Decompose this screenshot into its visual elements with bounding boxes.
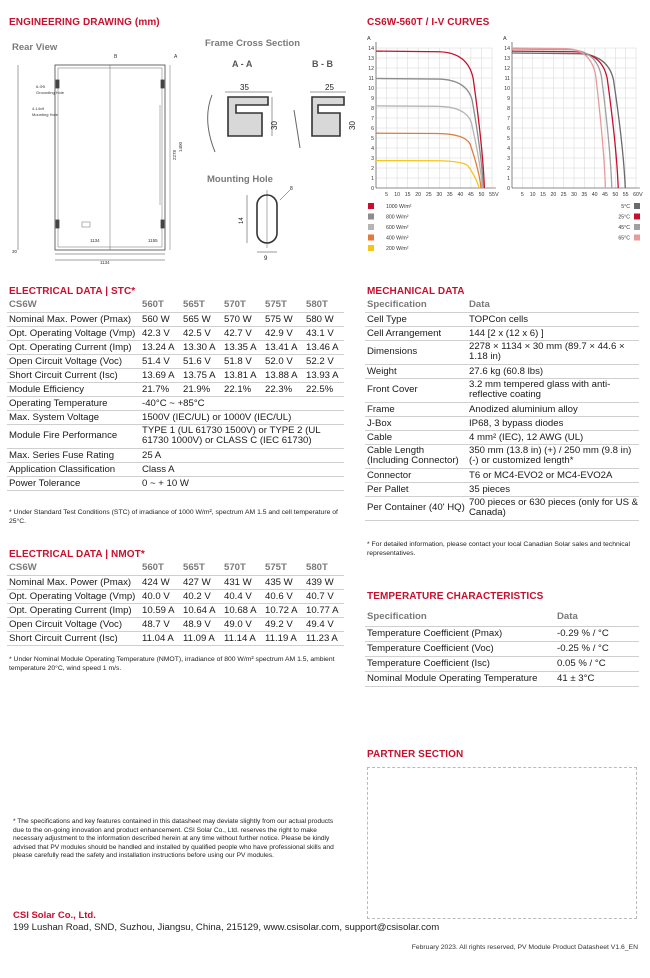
table-cell: 42.3 V bbox=[142, 327, 170, 339]
partner-box bbox=[367, 767, 637, 919]
legend-label: 65°C bbox=[618, 235, 630, 242]
table-header-row bbox=[365, 298, 639, 312]
y-tick-label: 7 bbox=[507, 116, 510, 122]
table-row bbox=[7, 382, 344, 396]
legend-label: 1000 W/m² bbox=[386, 204, 412, 210]
table-row bbox=[365, 364, 639, 378]
table-row bbox=[365, 671, 639, 686]
table-row bbox=[365, 444, 639, 468]
table-row bbox=[365, 482, 639, 496]
table-cell: 42.5 V bbox=[183, 327, 211, 339]
x-tick-label: 60 bbox=[633, 192, 639, 198]
svg-text:35: 35 bbox=[240, 83, 249, 92]
table-cell: TYPE 1 (UL 61730 1500V) or TYPE 2 (UL 61730 1000V) or CLASS C (IEC 61730) bbox=[142, 424, 321, 446]
table-row bbox=[365, 626, 639, 641]
table-row bbox=[365, 378, 639, 402]
table-cell: 10.64 A bbox=[183, 604, 216, 616]
y-tick-label: 10 bbox=[368, 86, 374, 92]
table-cell: Temperature Coefficient (Pmax) bbox=[367, 628, 503, 639]
table-header-cell: Data bbox=[469, 299, 490, 311]
table-cell: 13.81 A bbox=[224, 369, 257, 381]
cross-section-aa bbox=[208, 92, 272, 152]
svg-text:30: 30 bbox=[12, 249, 18, 254]
y-tick-label: 4 bbox=[507, 146, 510, 152]
table-cell: 580 W bbox=[306, 313, 334, 325]
iv-curve-series bbox=[376, 51, 484, 188]
table-header-cell: 580T bbox=[306, 562, 328, 574]
section-aa-label: A - A bbox=[232, 59, 253, 69]
table-cell: 13.88 A bbox=[265, 369, 298, 381]
legend-label: 45°C bbox=[618, 225, 630, 231]
table-cell: 13.93 A bbox=[306, 369, 339, 381]
table-cell: 0 ~ + 10 W bbox=[142, 477, 189, 489]
mounting-hole-label: Mounting Hole bbox=[207, 174, 273, 185]
svg-text:1134: 1134 bbox=[100, 260, 110, 265]
mechanical-table bbox=[365, 298, 639, 521]
table-cell: Frame bbox=[367, 403, 395, 415]
stc-table bbox=[7, 298, 344, 491]
table-row bbox=[365, 340, 639, 364]
y-tick-label: 1 bbox=[371, 176, 374, 182]
table-cell: 49.4 V bbox=[306, 618, 334, 630]
stc-title: ELECTRICAL DATA | STC* bbox=[9, 286, 136, 297]
table-cell: 11.04 A bbox=[142, 632, 174, 644]
table-cell: 13.46 A bbox=[306, 341, 339, 353]
table-row bbox=[365, 430, 639, 444]
x-tick-label: 45 bbox=[468, 192, 474, 198]
table-cell: J-Box bbox=[367, 417, 392, 429]
table-row bbox=[365, 496, 639, 520]
table-cell: 48.9 V bbox=[183, 618, 211, 630]
table-cell: 22.1% bbox=[224, 383, 252, 395]
x-tick-label: 35 bbox=[446, 192, 453, 198]
svg-text:2278: 2278 bbox=[172, 149, 177, 160]
iv-curve-series bbox=[512, 49, 612, 188]
table-cell: Cell Arrangement bbox=[367, 327, 442, 339]
x-tick-label: 25 bbox=[560, 192, 567, 198]
svg-text:8: 8 bbox=[290, 186, 293, 192]
table-header-cell: 575T bbox=[265, 299, 287, 311]
x-tick-label: 50 bbox=[612, 192, 619, 198]
x-tick-label: 25 bbox=[425, 192, 432, 198]
table-cell: 49.0 V bbox=[224, 618, 252, 630]
x-tick-label: 50 bbox=[478, 192, 485, 198]
table-cell: Open Circuit Voltage (Voc) bbox=[9, 618, 123, 630]
disclaimer-text: * The specifications and key features contained in this datasheet may deviate slightly from our actual products due to the on-going innovation and product enhancement. CSI Solar Co., Ltd. reserves the right to make necessary adjustment to the information described herein at any time without further notice. Please be kindly advised that PV modules should be handled and installed by qualified people who have professional skills and please carefully read the safety and installation instructions before using our PV modules. bbox=[13, 818, 334, 860]
x-tick-label: 55 bbox=[622, 192, 629, 198]
table-cell: Connector bbox=[367, 469, 412, 481]
table-cell: Module Fire Performance bbox=[9, 429, 118, 441]
table-header-row bbox=[7, 298, 344, 312]
table-header-cell: Specification bbox=[367, 299, 427, 311]
table-cell: 52.2 V bbox=[306, 355, 334, 367]
table-header-cell: 580T bbox=[306, 299, 328, 311]
stc-footnote: * Under Standard Test Conditions (STC) of irradiance of 1000 W/m², spectrum AM 1.5 and cell temperature of 25°C. bbox=[9, 509, 338, 525]
table-cell: Cable bbox=[367, 431, 393, 443]
y-tick-label: 12 bbox=[504, 66, 510, 72]
table-cell: 13.30 A bbox=[183, 341, 216, 353]
table-cell: Weight bbox=[367, 365, 397, 377]
table-cell: 144 [2 x (12 x 6) ] bbox=[469, 327, 544, 339]
x-tick-label: 55 bbox=[489, 192, 495, 198]
cross-section-bb bbox=[294, 92, 346, 148]
table-cell: 1500V (IEC/UL) or 1000V (IEC/UL) bbox=[142, 411, 292, 423]
table-cell: 11.23 A bbox=[306, 632, 338, 644]
nmot-footnote: * Under Nominal Module Operating Temperature (NMOT), irradiance of 800 W/m² spectrum AM 1.5, ambient temperature 20°C, wind speed 1 m/s. bbox=[9, 656, 335, 672]
y-tick-label: 7 bbox=[371, 116, 374, 122]
table-cell: 3.2 mm tempered glass with anti-reflective coating bbox=[469, 378, 611, 400]
legend-swatch bbox=[368, 245, 374, 251]
legend-swatch bbox=[634, 235, 640, 241]
svg-text:14: 14 bbox=[239, 217, 245, 224]
table-cell: Anodized aluminium alloy bbox=[469, 403, 578, 415]
x-tick-label: 10 bbox=[529, 192, 536, 198]
y-tick-label: 2 bbox=[507, 166, 510, 172]
x-tick-label: 10 bbox=[394, 192, 400, 198]
svg-text:Grounding Hole: Grounding Hole bbox=[36, 90, 65, 95]
table-cell: Opt. Operating Voltage (Vmp) bbox=[9, 590, 136, 602]
table-cell: Module Efficiency bbox=[9, 383, 85, 395]
table-cell: Cable Length (Including Connector) bbox=[367, 444, 459, 466]
table-cell: 10.68 A bbox=[224, 604, 257, 616]
partner-title: PARTNER SECTION bbox=[367, 749, 464, 760]
iv-curve-series bbox=[376, 161, 479, 188]
y-tick-label: 11 bbox=[504, 76, 510, 82]
table-cell: Short Circuit Current (Isc) bbox=[9, 369, 118, 381]
table-row bbox=[7, 354, 344, 368]
grounding-hole-note: 6-Φ5 bbox=[36, 84, 45, 89]
y-tick-label: 14 bbox=[504, 46, 510, 52]
svg-text:30: 30 bbox=[348, 121, 357, 130]
table-cell: 427 W bbox=[183, 576, 211, 588]
iv-temperature-panel bbox=[503, 36, 643, 198]
x-tick-label: 20 bbox=[550, 192, 557, 198]
legend-label: 5°C bbox=[621, 204, 630, 210]
table-row bbox=[7, 617, 344, 631]
x-tick-label: 35 bbox=[581, 192, 588, 198]
table-cell: 40.6 V bbox=[265, 590, 293, 602]
table-cell: Dimensions bbox=[367, 345, 418, 357]
y-tick-label: 13 bbox=[368, 56, 374, 62]
table-cell: 13.41 A bbox=[265, 341, 298, 353]
y-tick-label: 3 bbox=[371, 156, 374, 162]
table-cell: Max. Series Fuse Rating bbox=[9, 449, 115, 461]
table-cell: -0.29 % / °C bbox=[557, 628, 609, 639]
table-cell: 11.09 A bbox=[183, 632, 215, 644]
table-cell: Short Circuit Current (Isc) bbox=[9, 632, 118, 644]
table-cell: 13.75 A bbox=[183, 369, 216, 381]
table-cell: Nominal Module Operating Temperature bbox=[367, 673, 538, 684]
table-row bbox=[7, 396, 344, 410]
table-cell: 700 pieces or 630 pieces (only for US & Canada) bbox=[469, 496, 639, 518]
y-tick-label: 5 bbox=[371, 136, 374, 142]
table-cell: 435 W bbox=[265, 576, 293, 588]
table-cell: Operating Temperature bbox=[9, 397, 108, 409]
svg-text:30: 30 bbox=[270, 121, 279, 130]
table-cell: 22.3% bbox=[265, 383, 293, 395]
table-row bbox=[365, 326, 639, 340]
table-row bbox=[365, 641, 639, 656]
table-row bbox=[7, 462, 344, 476]
table-cell: Opt. Operating Voltage (Vmp) bbox=[9, 327, 136, 339]
table-cell: 40.0 V bbox=[142, 590, 170, 602]
table-cell: 42.7 V bbox=[224, 327, 252, 339]
table-cell: Nominal Max. Power (Pmax) bbox=[9, 576, 132, 588]
table-cell: 565 W bbox=[183, 313, 211, 325]
table-row bbox=[365, 656, 639, 671]
table-header-cell: 570T bbox=[224, 299, 246, 311]
table-cell: 40.7 V bbox=[306, 590, 334, 602]
table-cell: -40°C ~ +85°C bbox=[142, 397, 205, 409]
table-row bbox=[7, 476, 344, 490]
table-row bbox=[365, 402, 639, 416]
table-cell: 439 W bbox=[306, 576, 334, 588]
table-header-cell: 575T bbox=[265, 562, 287, 574]
y-axis-unit: A bbox=[503, 36, 507, 42]
table-cell: 560 W bbox=[142, 313, 170, 325]
table-cell: 35 pieces bbox=[469, 483, 511, 495]
table-header-cell: Specification bbox=[367, 611, 427, 623]
table-cell: 40.4 V bbox=[224, 590, 252, 602]
table-row bbox=[7, 631, 344, 645]
table-cell: 42.9 V bbox=[265, 327, 293, 339]
table-cell: Per Container (40' HQ) bbox=[367, 501, 465, 513]
y-tick-label: 8 bbox=[371, 106, 374, 112]
table-row bbox=[7, 589, 344, 603]
table-cell: Temperature Coefficient (Isc) bbox=[367, 658, 490, 669]
table-cell: 10.59 A bbox=[142, 604, 175, 616]
x-tick-label: 5 bbox=[520, 192, 524, 198]
table-row bbox=[7, 575, 344, 589]
table-cell: Per Pallet bbox=[367, 483, 409, 495]
table-cell: 13.69 A bbox=[142, 369, 175, 381]
footer-address: 199 Lushan Road, SND, Suzhou, Jiangsu, China, 215129, www.csisolar.com, support@csisolar.com bbox=[13, 922, 440, 933]
table-cell: Max. System Voltage bbox=[9, 411, 100, 423]
table-header-cell: 565T bbox=[183, 562, 205, 574]
iv-curve-series bbox=[512, 51, 618, 188]
legend-label: 25°C bbox=[618, 214, 630, 221]
iv-irradiance-panel bbox=[367, 36, 499, 198]
table-cell: 41 ± 3°C bbox=[557, 673, 595, 684]
table-cell: 4 mm² (IEC), 12 AWG (UL) bbox=[469, 431, 584, 443]
legend-swatch bbox=[368, 235, 374, 241]
y-tick-label: 9 bbox=[371, 96, 374, 102]
table-cell: Power Tolerance bbox=[9, 477, 81, 489]
legend-label: 400 W/m² bbox=[386, 235, 409, 242]
table-row bbox=[7, 340, 344, 354]
table-row bbox=[7, 448, 344, 462]
table-cell: 11.19 A bbox=[265, 632, 297, 644]
table-cell: 48.7 V bbox=[142, 618, 170, 630]
table-header-cell: 560T bbox=[142, 299, 164, 311]
y-tick-label: 0 bbox=[507, 186, 510, 192]
table-cell: 2278 × 1134 × 30 mm (89.7 × 44.6 × 1.18 in) bbox=[469, 340, 625, 362]
y-tick-label: 0 bbox=[371, 186, 374, 192]
table-header-cell: 565T bbox=[183, 299, 205, 311]
temperature-table bbox=[365, 608, 639, 687]
table-cell: 43.1 V bbox=[306, 327, 334, 339]
svg-text:1155: 1155 bbox=[148, 238, 158, 243]
engineering-drawing bbox=[0, 40, 360, 265]
table-row bbox=[365, 468, 639, 482]
svg-text:9: 9 bbox=[264, 256, 268, 262]
x-tick-label: 15 bbox=[404, 192, 411, 198]
y-axis-unit: A bbox=[367, 36, 371, 42]
table-cell: Temperature Coefficient (Voc) bbox=[367, 643, 494, 654]
x-tick-label: 30 bbox=[436, 192, 443, 198]
legend-label: 200 W/m² bbox=[386, 246, 409, 252]
table-cell: Cell Type bbox=[367, 313, 407, 325]
table-cell: T6 or MC4-EVO2 or MC4-EVO2A bbox=[469, 469, 613, 481]
table-cell: 350 mm (13.8 in) (+) / 250 mm (9.8 in) (-) or customized length* bbox=[469, 444, 632, 466]
mounting-hole-drawing bbox=[247, 190, 290, 252]
table-cell: -0.25 % / °C bbox=[557, 643, 609, 654]
table-cell: Opt. Operating Current (Imp) bbox=[9, 341, 132, 353]
svg-text:1400: 1400 bbox=[178, 141, 183, 152]
y-tick-label: 9 bbox=[507, 96, 510, 102]
table-cell: Open Circuit Voltage (Voc) bbox=[9, 355, 123, 367]
table-cell: IP68, 3 bypass diodes bbox=[469, 417, 564, 429]
table-cell: 51.4 V bbox=[142, 355, 170, 367]
table-row bbox=[365, 312, 639, 326]
legend-swatch bbox=[368, 224, 374, 230]
table-row bbox=[7, 410, 344, 424]
section-bb-label: B - B bbox=[312, 59, 333, 69]
rear-view-label: Rear View bbox=[12, 42, 58, 53]
mechanical-footnote: * For detailed information, please contact your local Canadian Solar sales and technical representatives. bbox=[367, 541, 630, 557]
table-cell: Class A bbox=[142, 463, 175, 475]
table-cell: Opt. Operating Current (Imp) bbox=[9, 604, 132, 616]
table-cell: 13.24 A bbox=[142, 341, 175, 353]
table-header-cell: 560T bbox=[142, 562, 164, 574]
table-header-cell: 570T bbox=[224, 562, 246, 574]
footer-rights: February 2023. All rights reserved, PV Module Product Datasheet V1.6_EN bbox=[411, 944, 638, 951]
y-tick-label: 2 bbox=[371, 166, 374, 172]
table-cell: 13.35 A bbox=[224, 341, 257, 353]
footer-company: CSI Solar Co., Ltd. bbox=[13, 910, 96, 921]
mechanical-title: MECHANICAL DATA bbox=[367, 286, 465, 297]
table-cell: 52.0 V bbox=[265, 355, 293, 367]
y-tick-label: 6 bbox=[371, 126, 374, 132]
x-tick-label: 20 bbox=[415, 192, 422, 198]
x-tick-label: 5 bbox=[385, 192, 388, 198]
y-tick-label: 10 bbox=[504, 86, 510, 92]
y-tick-label: 5 bbox=[507, 136, 510, 142]
legend-label: 600 W/m² bbox=[386, 225, 409, 231]
engineering-drawing-title: ENGINEERING DRAWING (mm) bbox=[9, 17, 160, 28]
legend-swatch bbox=[634, 224, 640, 230]
y-tick-label: 11 bbox=[368, 76, 374, 82]
x-tick-label: 45 bbox=[602, 192, 608, 198]
table-header-cell: Data bbox=[557, 611, 578, 623]
table-header-cell: CS6W bbox=[9, 299, 37, 311]
y-tick-label: 13 bbox=[504, 56, 510, 62]
table-cell: 0.05 % / °C bbox=[557, 658, 606, 669]
svg-text:Mounting Hole: Mounting Hole bbox=[32, 112, 58, 117]
table-cell: Nominal Max. Power (Pmax) bbox=[9, 313, 132, 325]
table-cell: 11.14 A bbox=[224, 632, 256, 644]
iv-curves-title: CS6W-560T / I-V CURVES bbox=[367, 17, 490, 28]
nmot-table bbox=[7, 561, 344, 646]
x-tick-label: 30 bbox=[571, 192, 577, 198]
table-cell: TOPCon cells bbox=[469, 313, 529, 325]
table-cell: 27.6 kg (60.8 lbs) bbox=[469, 365, 544, 377]
legend-swatch bbox=[368, 214, 374, 220]
y-tick-label: 6 bbox=[507, 126, 510, 132]
legend-swatch bbox=[634, 214, 640, 220]
table-header-row bbox=[7, 561, 344, 575]
table-header-cell: CS6W bbox=[9, 562, 37, 574]
table-row bbox=[7, 312, 344, 326]
svg-text:1134: 1134 bbox=[90, 238, 100, 243]
temperature-title: TEMPERATURE CHARACTERISTICS bbox=[367, 591, 544, 602]
frame-cross-label: Frame Cross Section bbox=[205, 38, 301, 49]
table-header-row bbox=[365, 608, 639, 626]
table-cell: 10.77 A bbox=[306, 604, 339, 616]
x-tick-label: 40 bbox=[457, 192, 464, 198]
nmot-title: ELECTRICAL DATA | NMOT* bbox=[9, 549, 145, 560]
table-cell: 51.8 V bbox=[224, 355, 252, 367]
table-cell: Front Cover bbox=[367, 383, 418, 395]
svg-text:25: 25 bbox=[325, 83, 334, 92]
y-tick-label: 8 bbox=[507, 106, 510, 112]
table-row bbox=[7, 326, 344, 340]
svg-text:B: B bbox=[114, 54, 118, 60]
table-cell: 575 W bbox=[265, 313, 293, 325]
table-cell: 22.5% bbox=[306, 383, 334, 395]
table-cell: 40.2 V bbox=[183, 590, 211, 602]
legend-swatch bbox=[634, 203, 640, 209]
mounting-hole-note: 4-14x9 bbox=[32, 106, 45, 111]
table-cell: 49.2 V bbox=[265, 618, 293, 630]
y-tick-label: 12 bbox=[368, 66, 374, 72]
table-cell: 424 W bbox=[142, 576, 170, 588]
table-cell: 51.6 V bbox=[183, 355, 211, 367]
y-tick-label: 4 bbox=[371, 146, 374, 152]
table-cell: 570 W bbox=[224, 313, 252, 325]
x-axis-unit: V bbox=[495, 192, 499, 198]
x-axis-unit: V bbox=[639, 192, 643, 198]
table-cell: 431 W bbox=[224, 576, 252, 588]
table-row bbox=[7, 424, 344, 448]
x-tick-label: 15 bbox=[540, 192, 546, 198]
y-tick-label: 3 bbox=[507, 156, 510, 162]
legend-label: 800 W/m² bbox=[386, 214, 409, 221]
table-row bbox=[7, 603, 344, 617]
table-cell: 21.9% bbox=[183, 383, 211, 395]
table-cell: 10.72 A bbox=[265, 604, 298, 616]
table-row bbox=[365, 416, 639, 430]
x-tick-label: 40 bbox=[591, 192, 598, 198]
y-tick-label: 1 bbox=[507, 176, 510, 182]
table-row bbox=[7, 368, 344, 382]
legend-swatch bbox=[368, 203, 374, 209]
svg-text:A: A bbox=[174, 54, 178, 60]
table-cell: Application Classification bbox=[9, 463, 116, 475]
iv-curves-chart bbox=[362, 30, 644, 262]
iv-legend bbox=[368, 203, 640, 252]
table-cell: 21.7% bbox=[142, 383, 170, 395]
y-tick-label: 14 bbox=[368, 46, 374, 52]
table-cell: 25 A bbox=[142, 449, 162, 461]
